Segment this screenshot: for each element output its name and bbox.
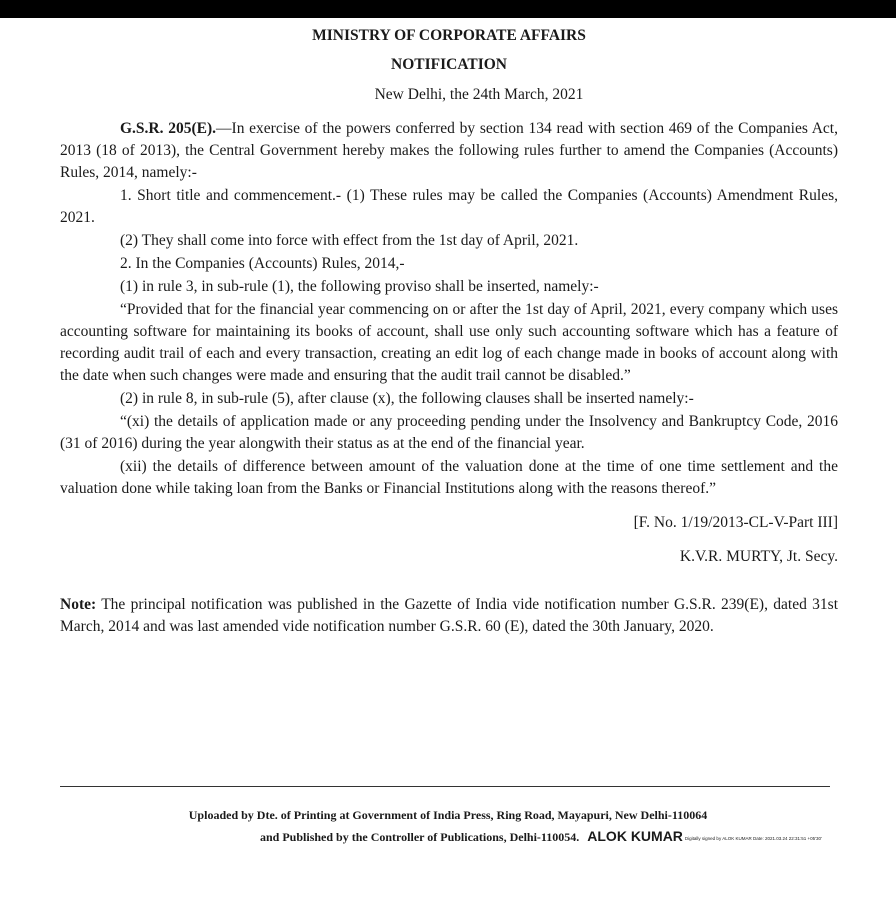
proviso-paragraph: “Provided that for the financial year commencing on or after the 1st day of April, 2021, every company which uses accounting software for maintaining its books of account, shall use only such accounting software which has a feature of recording audit trail of each and every transaction, creating an edit log of each change made in books of account along with the date when such changes were made and ensuring that the audit trail cannot be disabled.” bbox=[60, 301, 838, 384]
rule-1-2: (2) They shall come into force with effect from the 1st day of April, 2021. bbox=[120, 232, 579, 249]
document-page bbox=[0, 27, 896, 638]
note-paragraph bbox=[60, 594, 838, 638]
gsr-text: —In exercise of the powers conferred by section 134 read with section 469 of the Companies Act, 2013 (18 of 2013), the Central Government hereby makes the following rules further to amend the Companies (Accounts) Rules, 2014, namely:- bbox=[60, 120, 838, 181]
footer-line-2 bbox=[260, 828, 822, 845]
clause-xii: (xii) the details of difference between amount of the valuation done at the time of one time settlement and the valuation done while taking loan from the Banks or Financial Institutions along with the reasons thereof.” bbox=[60, 458, 838, 497]
rule-2: 2. In the Companies (Accounts) Rules, 2014,- bbox=[120, 255, 405, 272]
top-black-bar bbox=[0, 0, 896, 18]
gsr-label: G.S.R. 205(E). bbox=[120, 120, 217, 137]
gsr-paragraph bbox=[60, 118, 838, 184]
clause-xi: “(xi) the details of application made or any proceeding pending under the Insolvency and Bankruptcy Code, 2016 (31 of 2016) during the year alongwith their status as at the end of the financial year. bbox=[60, 413, 838, 452]
footer-divider bbox=[60, 786, 830, 787]
footer-line-1: Uploaded by Dte. of Printing at Government of India Press, Ring Road, Mayapuri, New Delhi-110064 bbox=[188, 808, 708, 822]
note-label: Note: bbox=[60, 596, 97, 613]
file-number: [F. No. 1/19/2013-CL-V-Part III] bbox=[633, 514, 838, 531]
footer-publisher: and Published by the Controller of Publications, Delhi-110054. bbox=[260, 830, 580, 844]
signatory: K.V.R. MURTY, Jt. Secy. bbox=[679, 548, 838, 565]
digital-signer-name: ALOK KUMAR bbox=[587, 828, 683, 844]
ministry-heading: MINISTRY OF CORPORATE AFFAIRS bbox=[312, 27, 586, 44]
rule-2-1: (1) in rule 3, in sub-rule (1), the following proviso shall be inserted, namely:- bbox=[120, 278, 599, 295]
notification-heading: NOTIFICATION bbox=[391, 56, 507, 73]
rule-2-2: (2) in rule 8, in sub-rule (5), after clause (x), the following clauses shall be inserted namely:- bbox=[120, 390, 694, 407]
rule-1: 1. Short title and commencement.- (1) These rules may be called the Companies (Accounts) Amendment Rules, 2021. bbox=[60, 187, 838, 226]
digital-signature-detail: Digitally signed by ALOK KUMAR Date: 2021.03.24 22:31:51 +05'30' bbox=[684, 835, 822, 841]
note-text: The principal notification was published in the Gazette of India vide notification number G.S.R. 239(E), dated 31st March, 2014 and was last amended vide notification number G.S.R. 60 (E), dated the 30th January, 2020. bbox=[60, 596, 838, 635]
dateline: New Delhi, the 24th March, 2021 bbox=[374, 86, 584, 103]
